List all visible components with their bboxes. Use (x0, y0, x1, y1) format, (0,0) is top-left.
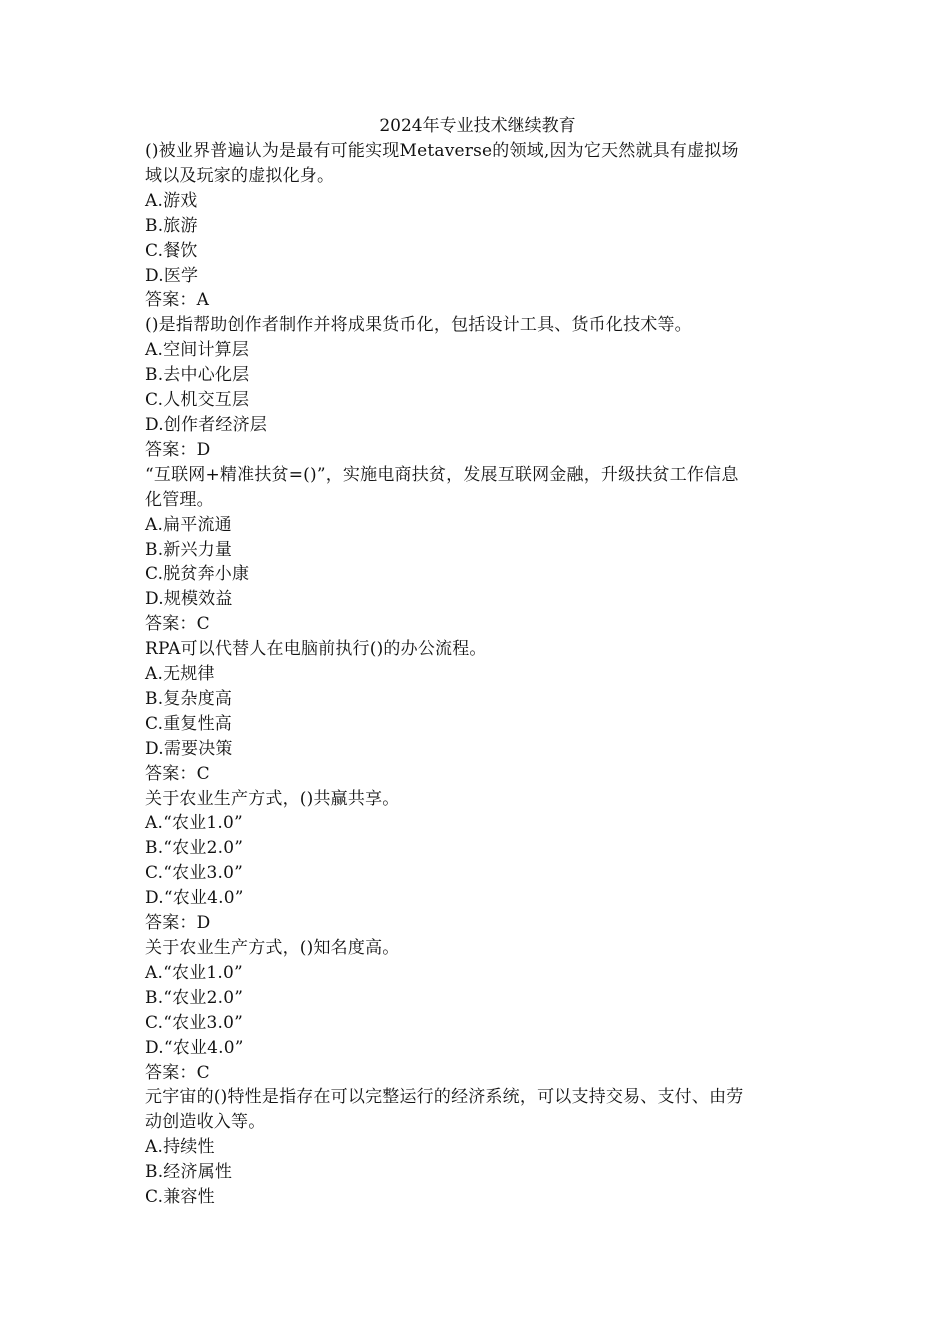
question-1 (145, 139, 810, 313)
option-c: C.人机交互层 (145, 390, 250, 411)
answer-line: 答案：D (145, 913, 211, 934)
question-stem: 域以及玩家的虚拟化身。 (145, 165, 335, 186)
option-a: A.“农业1.0” (145, 962, 243, 983)
question-stem: “互联网+精准扶贫=()”，实施电商扶贫，发展互联网金融，升级扶贫工作信息 (145, 464, 739, 485)
question-stem: 关于农业生产方式，()知名度高。 (145, 938, 400, 958)
document-page (145, 114, 810, 1210)
option-d: D.医学 (145, 265, 199, 286)
question-3 (145, 463, 810, 637)
option-d: D.“农业4.0” (145, 888, 244, 909)
answer-line: 答案：D (145, 439, 211, 460)
option-a: A.“农业1.0” (145, 813, 243, 834)
option-c: C.“农业3.0” (145, 863, 244, 884)
option-d: D.创作者经济层 (145, 414, 268, 435)
option-b: B.新兴力量 (145, 539, 233, 560)
option-b: B.经济属性 (145, 1162, 233, 1183)
option-a: A.无规律 (145, 664, 215, 685)
option-c: C.餐饮 (145, 240, 198, 261)
option-c: C.兼容性 (145, 1187, 215, 1208)
question-stem: ()是指帮助创作者制作并将成果货币化，包括设计工具、货币化技术等。 (145, 315, 692, 336)
question-4 (145, 637, 810, 786)
question-stem: 关于农业生产方式，()共赢共享。 (145, 788, 400, 809)
option-d: D.“农业4.0” (145, 1037, 244, 1058)
question-stem: 元宇宙的()特性是指存在可以完整运行的经济系统，可以支持交易、支付、由劳 (145, 1087, 744, 1108)
option-a: A.游戏 (145, 190, 198, 211)
option-b: B.复杂度高 (145, 688, 233, 709)
option-b: B.“农业2.0” (145, 838, 244, 859)
answer-line: 答案：A (145, 290, 210, 311)
option-a: A.空间计算层 (145, 340, 250, 361)
option-a: A.持续性 (145, 1137, 215, 1158)
question-stem: 化管理。 (145, 489, 214, 510)
option-c: C.脱贫奔小康 (145, 564, 250, 585)
option-b: B.去中心化层 (145, 365, 250, 386)
question-5 (145, 787, 810, 936)
document-title: 2024年专业技术继续教育 (379, 116, 576, 136)
option-d: D.需要决策 (145, 738, 233, 759)
question-stem: 动创造收入等。 (145, 1112, 266, 1133)
option-c: C.重复性高 (145, 713, 233, 734)
answer-line: 答案：C (145, 1062, 210, 1083)
question-6 (145, 936, 810, 1085)
question-stem: ()被业界普遍认为是最有可能实现Metaverse的领域,因为它天然就具有虚拟场 (145, 141, 739, 161)
option-b: B.“农业2.0” (145, 987, 244, 1008)
option-a: A.扁平流通 (145, 514, 232, 535)
question-stem: RPA可以代替人在电脑前执行()的办公流程。 (145, 639, 487, 660)
option-b: B.旅游 (145, 215, 198, 236)
question-7 (145, 1085, 810, 1210)
option-c: C.“农业3.0” (145, 1012, 244, 1033)
option-d: D.规模效益 (145, 589, 233, 610)
answer-line: 答案：C (145, 614, 210, 635)
question-2 (145, 313, 810, 462)
answer-line: 答案：C (145, 763, 210, 784)
